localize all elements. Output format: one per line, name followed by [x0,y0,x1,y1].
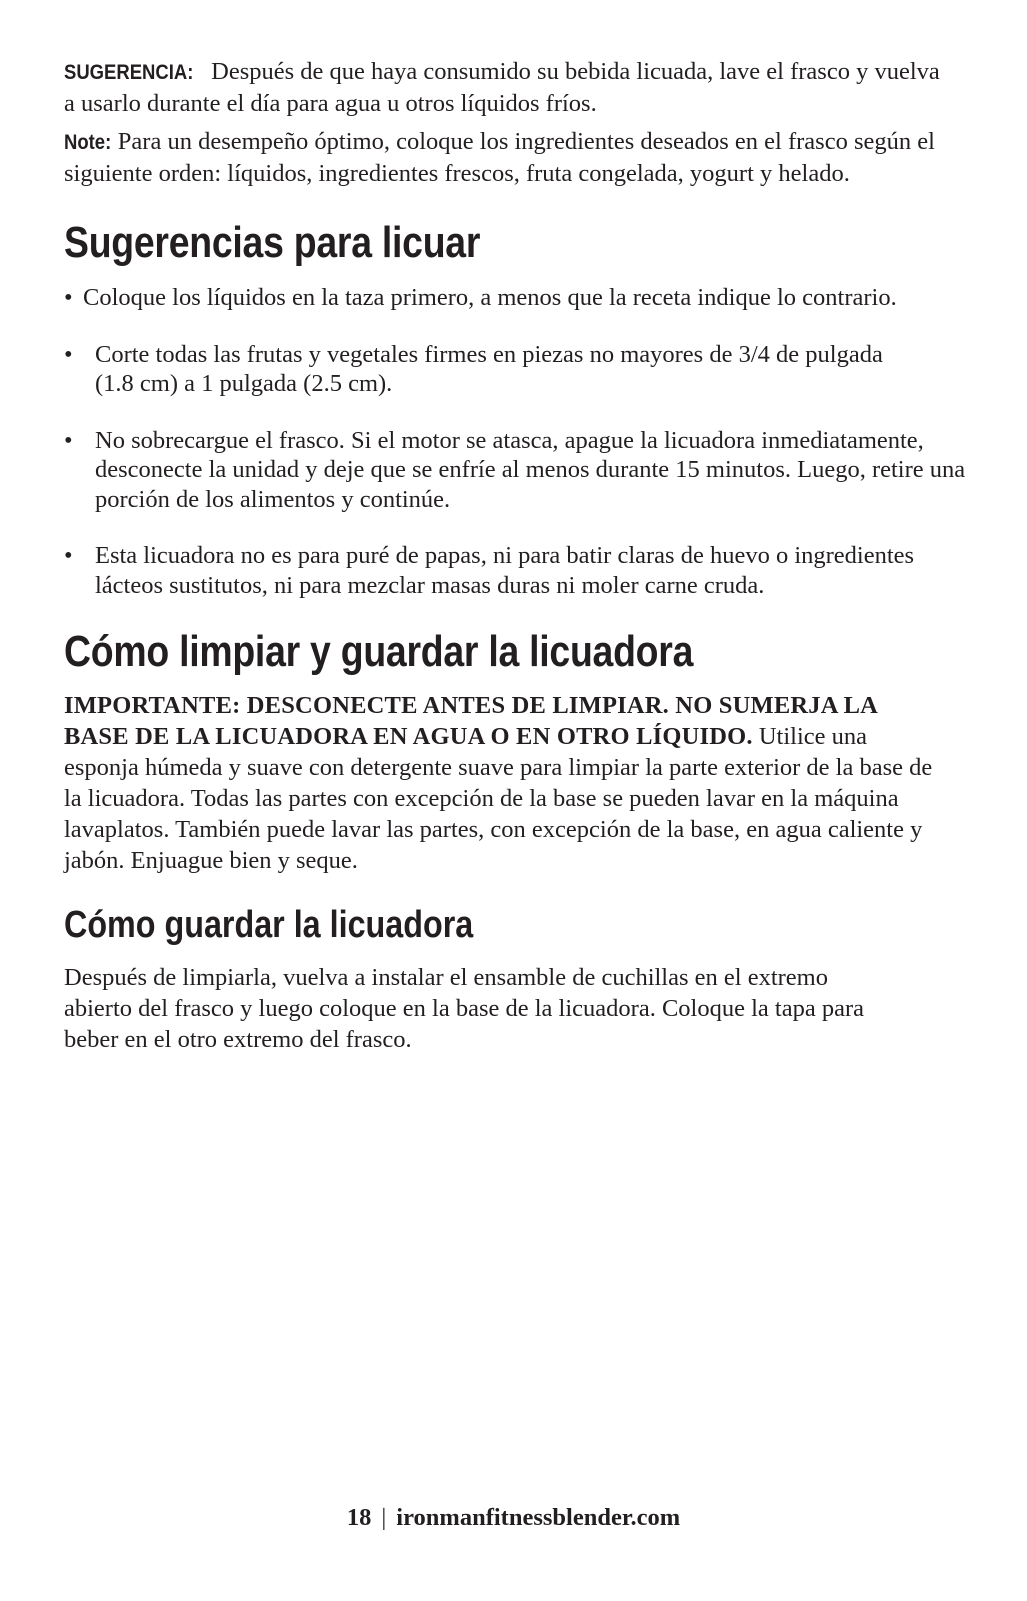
storage-heading: Cómo guardar la licuadora [64,904,474,946]
footer-separator: | [381,1504,387,1531]
list-item [64,426,985,515]
note-text: Para un desempeño óptimo, coloque los ingredientes deseados en el frasco según el siguiente orden: líquidos, ingredientes frescos, fruta congelada, yogurt y helado. [64,128,935,187]
tip-text: Después de que haya consumido su bebida licuada, lave el frasco y vuelva a usarlo durante el día para agua u otros líquidos fríos. [64,58,940,117]
tip-label: SUGERENCIA: [64,61,194,84]
list-item-text: No sobrecargue el frasco. Si el motor se atasca, apague la licuadora inmediatamente, desconecte la unidad y deje que se enfríe al menos durante 15 minutos. Luego, retire una porción de los alimentos y continúe. [95,426,966,513]
storage-text: Después de limpiarla, vuelva a instalar el ensamble de cuchillas en el extremo abierto del frasco y luego coloque en la base de la licuadora. Coloque la tapa para beber en el otro extremo del frasco. [64,964,864,1053]
list-item-text: Coloque los líquidos en la taza primero, a menos que la receta indique lo contrario. [83,284,897,311]
blending-tips-heading: Sugerencias para licuar [64,218,481,267]
cleaning-text: Utilice una esponja húmeda y suave con detergente suave para limpiar la parte exterior de la base de la licuadora. Todas las partes con excepción de la base se pueden lavar en la máquina lavaplatos. También puede lavar las partes, con excepción de la base, en agua caliente y jabón. Enjuague bien y seque. [64,723,933,874]
bullet-icon: • [64,284,73,311]
bullet-icon: • [64,340,73,368]
tip-paragraph [64,56,954,119]
bullet-icon: • [64,542,73,569]
list-item [64,541,945,600]
cleaning-heading: Cómo limpiar y guardar la licuadora [64,627,694,676]
bullet-icon: • [64,426,73,454]
list-item [64,283,923,313]
note-paragraph [64,126,954,189]
list-item [64,340,925,399]
list-item-text: Esta licuadora no es para puré de papas, ni para batir claras de huevo o ingredientes lácteos sustitutos, ni para mezclar masas duras ni moler carne cruda. [95,542,915,599]
page-number: 18 [346,1504,372,1531]
list-item-text: Corte todas las frutas y vegetales firmes en piezas no mayores de 3/4 de pulgada (1.8 cm) a 1 pulgada (2.5 cm). [95,340,883,397]
note-label: Note: [64,131,112,154]
storage-paragraph [64,962,864,1055]
cleaning-important-text: IMPORTANTE: DESCONECTE ANTES DE LIMPIAR. NO SUMERJA LA BASE DE LA LICUADORA EN AGUA O EN OTRO LÍQUIDO. [64,692,877,750]
cleaning-paragraph [64,690,934,876]
page-footer [0,1503,1027,1533]
footer-website: ironmanfitnessblender.com [396,1504,681,1531]
blending-tips-list [64,283,966,600]
page-content [64,56,966,1055]
